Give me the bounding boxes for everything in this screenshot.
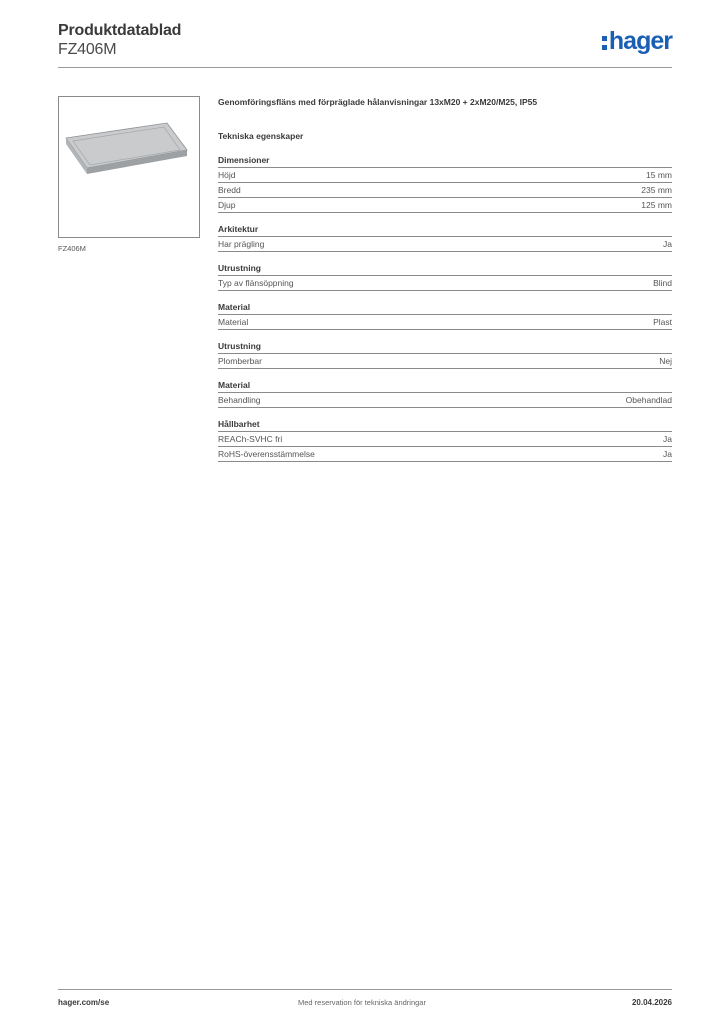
- property-value: Ja: [663, 434, 672, 444]
- group-title: Dimensioner: [218, 154, 672, 168]
- property-label: Djup: [218, 200, 236, 210]
- product-description: Genomföringsfläns med förpräglade hålanvisningar 13xM20 + 2xM20/M25, IP55: [218, 97, 538, 107]
- property-group-equipment: [218, 262, 672, 291]
- property-group-sustainability: [218, 418, 672, 462]
- property-value: Nej: [659, 356, 672, 366]
- property-label: Höjd: [218, 170, 236, 180]
- footer-disclaimer: Med reservation för tekniska ändringar: [298, 998, 426, 1007]
- property-row: [218, 276, 672, 291]
- property-row: [218, 168, 672, 183]
- property-label: Plomberbar: [218, 356, 262, 366]
- property-value: Blind: [653, 278, 672, 288]
- property-label: Typ av flänsöppning: [218, 278, 294, 288]
- flange-plate-icon: [59, 97, 199, 237]
- properties-content: [218, 96, 672, 462]
- group-title: Utrustning: [218, 340, 672, 354]
- property-value: Plast: [653, 317, 672, 327]
- group-title: Utrustning: [218, 262, 672, 276]
- property-group-equipment-2: [218, 340, 672, 369]
- property-label: Behandling: [218, 395, 261, 405]
- footer-date: 20.04.2026: [631, 998, 672, 1007]
- property-group-material: [218, 301, 672, 330]
- property-label: REACh-SVHC fri: [218, 434, 283, 444]
- logo-dots-icon: [602, 36, 607, 50]
- property-value: 125 mm: [641, 200, 672, 210]
- group-title: Hållbarhet: [218, 418, 672, 432]
- tech-heading: Tekniska egenskaper: [218, 131, 304, 141]
- header-divider: [58, 67, 672, 68]
- property-value: 15 mm: [646, 170, 672, 180]
- group-title: Material: [218, 379, 672, 393]
- property-row: [218, 237, 672, 252]
- product-image: [58, 96, 200, 238]
- property-row: [218, 183, 672, 198]
- property-value: Ja: [663, 449, 672, 459]
- property-row: [218, 315, 672, 330]
- property-group-material-2: [218, 379, 672, 408]
- group-title: Material: [218, 301, 672, 315]
- page-header: [58, 22, 672, 68]
- property-group-dimensions: [218, 154, 672, 213]
- property-group-architecture: [218, 223, 672, 252]
- property-label: Material: [218, 317, 249, 327]
- property-row: [218, 447, 672, 462]
- property-row: [218, 354, 672, 369]
- property-label: Har prägling: [218, 239, 265, 249]
- logo-text: hager: [608, 26, 672, 55]
- group-title: Arkitektur: [218, 223, 672, 237]
- footer-website: hager.com/se: [58, 998, 110, 1007]
- property-value: Obehandlad: [625, 395, 672, 405]
- property-row: [218, 198, 672, 213]
- image-caption: FZ406M: [58, 244, 86, 253]
- footer-divider: [58, 989, 672, 990]
- property-row: [218, 432, 672, 447]
- hager-logo: [602, 26, 672, 56]
- property-label: Bredd: [218, 185, 241, 195]
- document-subtitle: FZ406M: [58, 41, 117, 58]
- property-label: RoHS-överensstämmelse: [218, 449, 315, 459]
- property-row: [218, 393, 672, 408]
- property-value: 235 mm: [641, 185, 672, 195]
- document-title: Produktdatablad: [58, 22, 182, 39]
- property-value: Ja: [663, 239, 672, 249]
